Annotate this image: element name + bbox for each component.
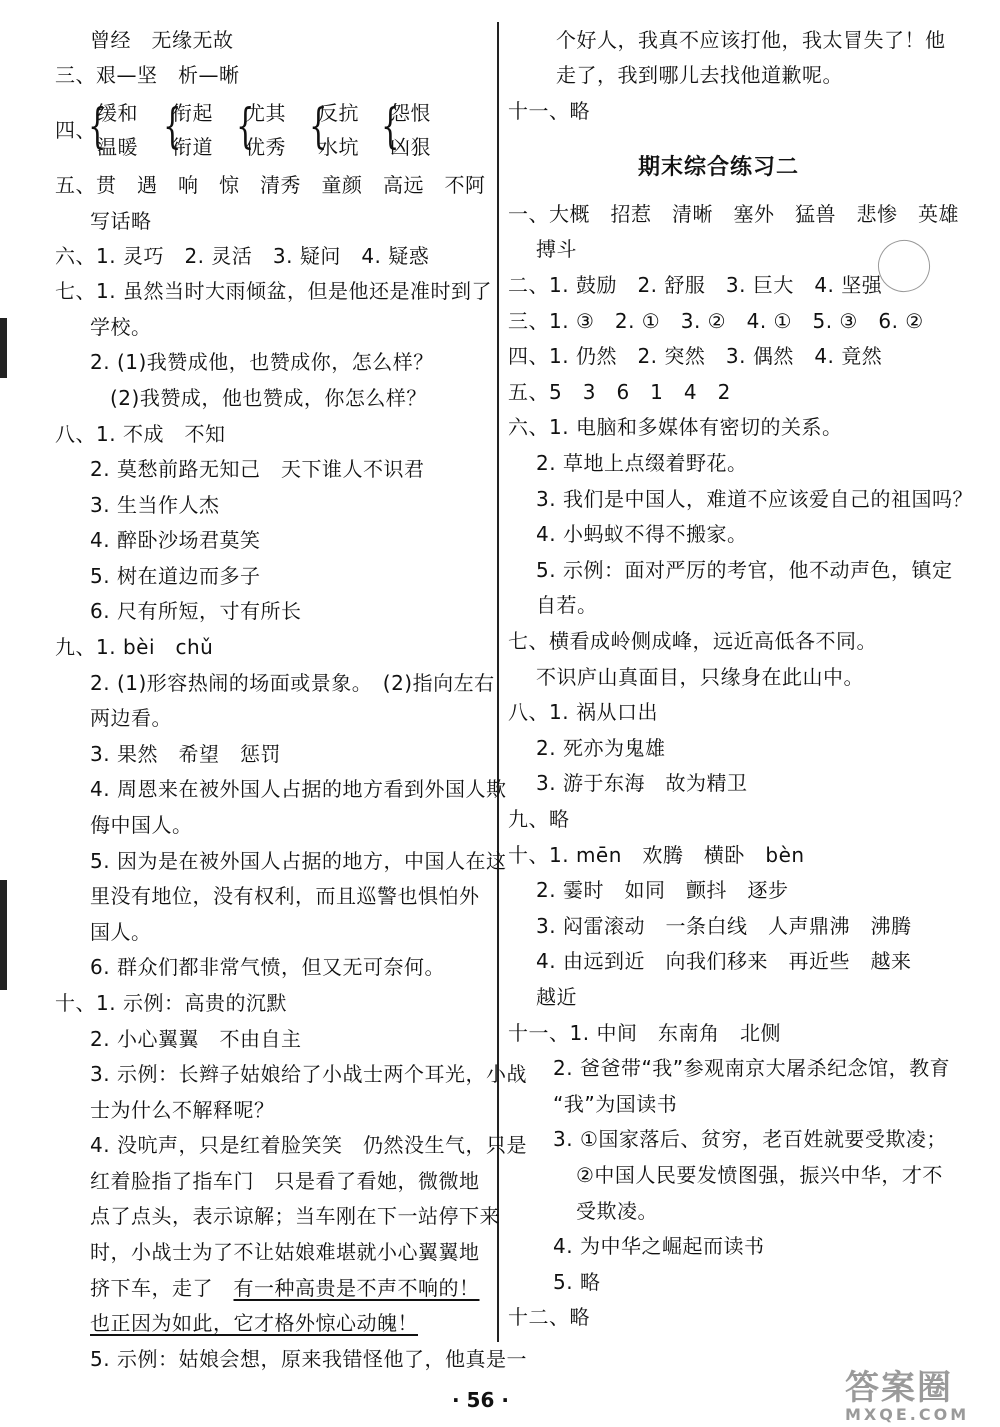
answer-line: 3. 我们是中国人，难道不应该爱自己的祖国吗？ (536, 487, 973, 511)
page-number: · 56 · (452, 1388, 509, 1412)
answer-line: 七、横看成岭侧成峰，远近高低各不同。 (508, 629, 877, 653)
answer-line: 八、1. 祸从口出 (508, 700, 658, 724)
answer-line: 十一、略 (508, 99, 590, 123)
brace-icon: { (163, 98, 182, 154)
section-title: 期末综合练习二 (638, 155, 800, 180)
answer-line: 曾经 无缘无故 (90, 28, 234, 52)
watermark-main: 答案圈 (845, 1368, 953, 1408)
pair-top: 缓和 (97, 101, 138, 125)
answer-line: 6. 群众们都非常气愤，但又无可奈何。 (90, 955, 445, 979)
pair-top: 反抗 (318, 101, 359, 125)
brace-icon: { (381, 98, 400, 154)
brace-icon: { (309, 98, 328, 154)
answer-line: 2. 爸爸带“我”参观南京大屠杀纪念馆，教育 (553, 1056, 951, 1080)
pair-bottom: 衔道 (172, 135, 213, 159)
binding-mark (0, 318, 7, 378)
answer-line: 五、5 3 6 1 4 2 (508, 380, 731, 404)
pair-bottom: 凶狠 (390, 135, 431, 159)
answer-line: 写话略 (90, 209, 152, 233)
answer-line: 3. 闷雷滚动 一条白线 人声鼎沸 沸腾 (536, 914, 912, 938)
answer-line: 二、1. 鼓励 2. 舒服 3. 巨大 4. 坚强 (508, 273, 883, 297)
answer-line: 2. 草地上点缀着野花。 (536, 451, 748, 475)
answer-line: 四、1. 仍然 2. 突然 3. 偶然 4. 竟然 (508, 344, 883, 368)
answer-line: 5. 示例：面对严厉的考官，他不动声色，镇定 (536, 558, 953, 582)
binding-mark (0, 880, 7, 990)
pair-top: 尤其 (245, 101, 286, 125)
answer-line: 九、略 (508, 807, 570, 831)
answer-line: 受欺凌。 (576, 1199, 658, 1223)
answer-line: 5. 示例：姑娘会想，原来我错怪他了，他真是一 (90, 1347, 527, 1371)
pair-top: 怨恨 (390, 101, 431, 125)
answer-line: 2. 死亦为鬼雄 (536, 736, 666, 760)
answer-line: 里没有地位，没有权利，而且巡警也惧怕外 (90, 884, 480, 908)
answer-line: 4. 由远到近 向我们移来 再近些 越来 (536, 949, 912, 973)
answer-line: (2)我赞成，他也赞成，你怎么样？ (110, 386, 427, 410)
answer-line: 五、贯 遇 响 惊 清秀 童颜 高远 不阿 (55, 173, 486, 197)
answer-line: 5. 略 (553, 1270, 601, 1294)
pair-bottom: 水坑 (318, 135, 359, 159)
answer-line: 红着脸指了指车门 只是看了看她，微微地 (90, 1169, 480, 1193)
answer-line: 点了点头，表示谅解；当车刚在下一站停下来 (90, 1204, 500, 1228)
answer-line: 不识庐山真面目，只缘身在此山中。 (536, 665, 864, 689)
answer-line: 3. 生当作人杰 (90, 493, 220, 517)
answer-line: 九、1. bèi chǔ (55, 635, 214, 659)
answer-line: 4. 没吭声，只是红着脸笑笑 仍然没生气，只是 (90, 1133, 527, 1157)
answer-line: 国人。 (90, 920, 152, 944)
answer-line: 6. 尺有所短，寸有所长 (90, 599, 302, 623)
brace-icon: { (236, 98, 255, 154)
answer-line: 学校。 (90, 315, 152, 339)
answer-line: 2. 霎时 如同 颤抖 逐步 (536, 878, 789, 902)
answer-line: 4. 为中华之崛起而读书 (553, 1234, 765, 1258)
answer-line (90, 1273, 480, 1303)
answer-line: 2. 莫愁前路无知己 天下谁人不识君 (90, 457, 425, 481)
answer-line: 六、1. 电脑和多媒体有密切的关系。 (508, 415, 843, 439)
answer-line: 5. 树在道边而多子 (90, 564, 261, 588)
pair-bottom: 温暖 (97, 135, 138, 159)
answer-line: 十、1. 示例：高贵的沉默 (55, 991, 287, 1015)
underlined-answer: 也正因为如此，它才格外惊心动魄！ (90, 1311, 418, 1335)
answer-line: 4. 醉卧沙场君莫笑 (90, 528, 261, 552)
answer-line: 时，小战士为了不让姑娘难堪就小心翼翼地 (90, 1240, 480, 1264)
watermark-sub: MXQE.COM (845, 1405, 970, 1424)
answer-line: 3. 果然 希望 惩罚 (90, 742, 281, 766)
answer-line: 士为什么不解释呢？ (90, 1098, 275, 1122)
answer-line: 5. 因为是在被外国人占据的地方，中国人在这 (90, 849, 507, 873)
answer-line: 越近 (536, 985, 577, 1009)
answer-line: 三、艰—坚 析—晰 (55, 63, 240, 87)
answer-text: 挤下车，走了 (90, 1276, 234, 1300)
answer-line: 3. 游于东海 故为精卫 (536, 771, 748, 795)
answer-line: 十、1. mēn 欢腾 横卧 bèn (508, 843, 805, 867)
answer-line: 2. (1)形容热闹的场面或景象。 (2)指向左右 (90, 671, 495, 695)
answer-line: 2. 小心翼翼 不由自主 (90, 1027, 302, 1051)
answer-line: 十二、略 (508, 1305, 590, 1329)
answer-line: 八、1. 不成 不知 (55, 422, 226, 446)
answer-line: 七、1. 虽然当时大雨倾盆，但是他还是准时到了 (55, 279, 492, 303)
answer-line: 走了，我到哪儿去找他道歉呢。 (556, 63, 843, 87)
answer-line: 4. 周恩来在被外国人占据的地方看到外国人欺 (90, 777, 507, 801)
answer-line: ②中国人民要发愤图强，振兴中华，才不 (576, 1163, 943, 1187)
answer-line: “我”为国读书 (553, 1092, 678, 1116)
answer-line: 3. ①国家落后、贫穷，老百姓就要受欺凌； (553, 1127, 947, 1151)
pair-top: 衔起 (172, 101, 213, 125)
answer-line: 三、1. ③ 2. ① 3. ② 4. ① 5. ③ 6. ② (508, 309, 924, 333)
section-prefix: 四、 (55, 118, 96, 142)
answer-line: 两边看。 (90, 706, 172, 730)
answer-line: 4. 小蚂蚁不得不搬家。 (536, 522, 748, 546)
answer-line: 十一、1. 中间 东南角 北侧 (508, 1021, 781, 1045)
answer-line: 个好人，我真不应该打他，我太冒失了！他 (556, 28, 946, 52)
brace-icon: { (88, 98, 107, 154)
answer-line: 自若。 (536, 593, 598, 617)
watermark (845, 1360, 969, 1424)
answer-line: 一、大概 招惹 清晰 塞外 猛兽 悲惨 英雄 (508, 202, 959, 226)
answer-line: 3. 示例：长辫子姑娘给了小战士两个耳光，小战 (90, 1062, 527, 1086)
answer-line: 六、1. 灵巧 2. 灵活 3. 疑问 4. 疑惑 (55, 244, 430, 268)
underlined-answer: 有一种高贵是不声不响的！ (233, 1276, 480, 1300)
answer-line: 2. (1)我赞成他，也赞成你，怎么样？ (90, 350, 434, 374)
answer-line: 搏斗 (536, 237, 577, 261)
answer-line: 侮中国人。 (90, 813, 193, 837)
pair-bottom: 优秀 (245, 135, 286, 159)
